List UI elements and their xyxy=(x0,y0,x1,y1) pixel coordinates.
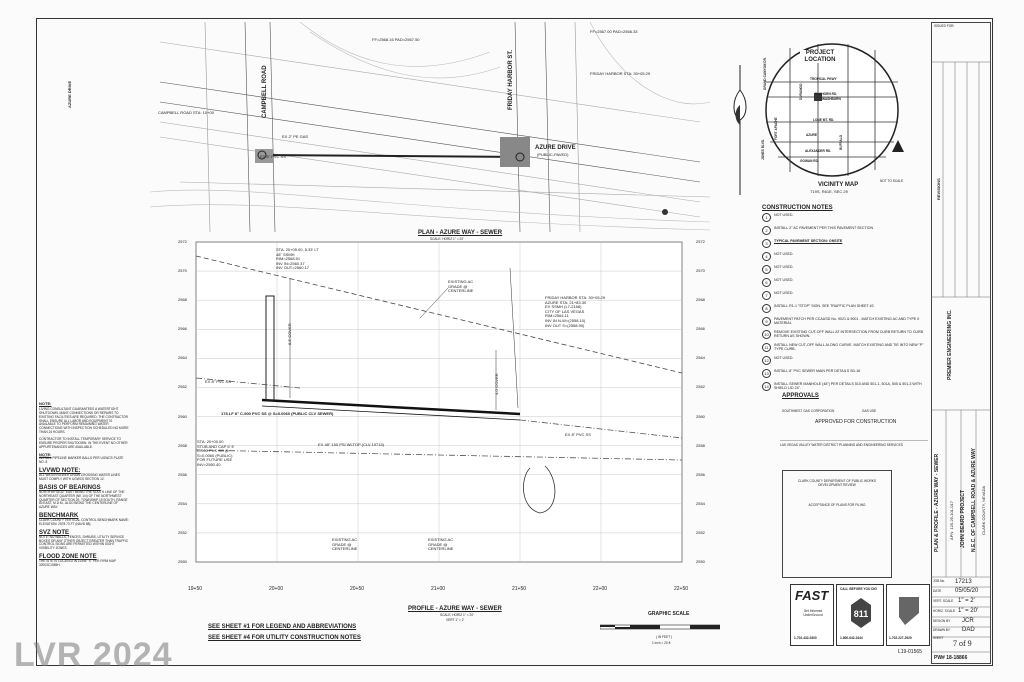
profile-existing-grade-2: EXISTING AC GRADE @ CENTERLINE xyxy=(332,537,358,552)
graphic-scale-ratio: 1 inch = 20 ft. xyxy=(652,641,672,645)
construction-note-text: REMOVE EXISTING CUT-OFF WALL AT INTERSECTION FROM CURB RETURN TO CURB RETURN AS SHOWN. xyxy=(774,330,924,339)
acceptance-text: ACCEPTANCE OF PLANS FOR FILING xyxy=(808,503,866,507)
construction-note-number: 5 xyxy=(762,265,771,274)
tb-revision-label: REVISIONS xyxy=(936,178,941,200)
construction-note-number: 11 xyxy=(762,343,771,352)
elevation-tick-right: 2564 xyxy=(696,355,705,361)
construction-note-text: INSTALL NEW CUT-OFF WALL ALONG CURVE. MATCH EXISTING AND TIE INTO NEW "P" TYPE CURB. xyxy=(774,343,924,352)
fast-logo-text: FAST xyxy=(795,588,829,603)
elevation-tick-left: 2558 xyxy=(178,442,187,448)
benchmark-title: BENCHMARK xyxy=(39,513,79,520)
tb-design: JCR xyxy=(962,618,974,624)
construction-note-number: 14 xyxy=(762,382,771,391)
tb-sheet-label: SHEET xyxy=(933,636,944,640)
approvals-title: APPROVALS xyxy=(782,393,819,399)
elevation-tick-right: 2572 xyxy=(696,239,705,244)
tb-date: 05/05/20 xyxy=(955,588,979,594)
tb-project-no: L19-01565 xyxy=(898,649,922,655)
vicinity-street-label: AZURE xyxy=(806,133,817,137)
vicinity-street-label: DURANGO xyxy=(799,83,803,100)
construction-note-text: PAVEMENT PATCH PER CCAUSD No. 9021 & 9001 - MATCH EXISTING AC AND TYPE II MATERIAL xyxy=(774,317,920,326)
construction-note-text: INSTALL 2" AC PAVEMENT PER THIS PAVEMENT SECTION xyxy=(774,226,874,230)
construction-notes-title: CONSTRUCTION NOTES xyxy=(762,205,833,211)
elevation-tick-right: 2560 xyxy=(696,413,705,419)
flood-text: THE SITE IS LOCATED IN ZONE "X" PER FIRM MAP 32003C1565H xyxy=(39,559,116,567)
construction-note-text: INSTALL 8" PVC SEWER MAIN PER DETAILS SD-16 xyxy=(774,369,861,373)
plan-ff2: FF=2567.00 PAD=2566.33 xyxy=(590,29,638,34)
vicinity-street-label: FORT APACHE xyxy=(774,117,778,140)
nv-state-icon xyxy=(897,595,921,627)
construction-note-item xyxy=(762,317,927,326)
svg-text:811: 811 xyxy=(853,609,869,619)
construction-note-item xyxy=(762,356,927,365)
construction-note-item xyxy=(762,343,927,352)
plan-view xyxy=(150,22,710,232)
profile-scale-h: SCALE: HORIZ 1" = 20' xyxy=(440,613,474,617)
vicinity-street-label: JONES BLVD. xyxy=(761,138,765,160)
construction-note-number: 2 xyxy=(762,226,771,235)
profile-start-callout: STA: 20+00.00 STUB AND CAP 5' E C-900 PVC SS @ S=0.0060 (PUBLIC) FOR FUTURE USE INV=2560.40 xyxy=(197,439,235,467)
lvvwd-title: LVVWD NOTE: xyxy=(39,468,81,475)
tb-project-line4: CLARK COUNTY, NEVADA xyxy=(981,485,986,535)
station-tick: 21+50 xyxy=(512,586,527,592)
station-tick: 19+50 xyxy=(188,586,203,592)
construction-note-item xyxy=(762,226,927,235)
vicinity-street-label: BUFFALO xyxy=(839,134,843,150)
tb-sheet: 7 of 9 xyxy=(953,639,972,648)
elevation-tick-right: 2552 xyxy=(696,529,705,535)
tb-design-label: DESIGN BY xyxy=(933,619,951,623)
bearing-text: NORTH 89°45'32" EAST BEING THE SOUTH LINE OF THE NORTHEAST QUARTER (NE 1/4) OF THE NORTHWEST QUARTER OF SECTION 29, TOWNSHIP 19 SOUTH, RANGE 60 EAST, M.D.M., ALSO BEING THE CENTERLINE OF AZURE WAY. xyxy=(39,489,128,510)
call-811-text: CALL BEFORE YOU DIG xyxy=(840,587,877,591)
plan-title: PLAN - AZURE WAY - SEWER xyxy=(418,230,503,236)
construction-note-number: 1 xyxy=(762,213,771,222)
benchmark-text: CLARK COUNTY VERTICAL CONTROL BENCHMARK NAME: ELEVATION: 2578.73 FT (NAVD 88). xyxy=(39,518,129,526)
note-title: NOTE: xyxy=(39,401,52,406)
elevation-tick-left: 2562 xyxy=(178,384,187,390)
construction-note-number: 13 xyxy=(762,369,771,378)
plan-friday-sta: FRIDAY HARBOR STA: 30+05.29 xyxy=(590,71,651,76)
construction-note-text: NOT USED. xyxy=(774,278,794,282)
tb-project-line2: JOHN BEARD PROJECT xyxy=(960,489,966,548)
tb-drawing-title: PLAN & PROFILE - AZURE WAY - SEWER xyxy=(934,453,940,552)
plan-azure-drive-left: AZURE DRIVE xyxy=(67,80,72,108)
note-3: INSTALL PIPELINE MARKER BALLS PER UGWCS PLATE NO. 8 xyxy=(39,456,124,465)
graphic-scale-unit: ( IN FEET ) xyxy=(656,635,673,639)
approvals-lvvwd: LAS VEGAS VALLEY WATER DISTRICT PLANNING AND ENGINEERING SERVICES xyxy=(780,443,903,447)
construction-note-item xyxy=(762,252,927,261)
plan-street-campbell: CAMPBELL ROAD xyxy=(262,65,268,118)
note-3-title: NOTE: xyxy=(39,452,52,458)
construction-note-number: 7 xyxy=(762,291,771,300)
elevation-tick-left: 2568 xyxy=(178,297,187,303)
construction-note-number: 6 xyxy=(762,278,771,287)
plan-campbell-sta: CAMPBELL ROAD STA: 10+00 xyxy=(158,110,214,115)
bearing-title: BASIS OF BEARINGS xyxy=(39,484,101,491)
approvals-divider xyxy=(780,440,928,441)
tb-horiz: 1" = 20' xyxy=(958,608,979,614)
plan-azure-note: (PUBLIC-PAVED) xyxy=(537,152,569,157)
tb-issued-label: ISSUED FOR: xyxy=(934,24,955,28)
tb-job: 17213 xyxy=(955,579,972,585)
construction-notes-list xyxy=(762,213,927,391)
svz-title: SVZ NOTE xyxy=(39,529,70,536)
profile-waterline: EX 48" 150 PSI WLTOP (CLV 10715) xyxy=(318,442,385,447)
plan-street-friday: FRIDAY HARBOR ST. xyxy=(508,49,514,110)
call-811-phone: 1-800-642-2444 xyxy=(840,636,863,640)
fast-phone: 1-702-432-0300 xyxy=(794,636,817,640)
watermark: LVR 2024 xyxy=(14,636,173,674)
plan-street-azure: AZURE DRIVE xyxy=(535,145,576,151)
clark-county-text: CLARK COUNTY DEPARTMENT OF PUBLIC WORKS DEVELOPMENT REVIEW xyxy=(797,479,877,488)
station-tick: 22+50 xyxy=(674,586,689,592)
elevation-tick-left: 2572 xyxy=(178,239,187,244)
construction-note-text: NOT USED. xyxy=(774,356,794,360)
title-block-lines xyxy=(931,22,991,664)
plan-ff1: FF=2568.16 PAD=2567.50 xyxy=(372,37,420,42)
profile-cover-1: 8.5' COVER xyxy=(287,323,292,345)
vicinity-project-location: PROJECT LOCATION xyxy=(800,50,840,63)
construction-note-item xyxy=(762,291,927,300)
svz-text: NOTE: NO WALLS, FENCES, SHRUBS, UTILITY SERVICE BOXES OR ANY OTHER OBJECT GREATER THAN TRAFFIC CONTROL SIGNS ARE PERMITTED WITHIN SIGHT VISIBILITY ZONES. xyxy=(39,534,129,551)
construction-note-text: NOT USED. xyxy=(774,213,794,217)
vicinity-title: VICINITY MAP xyxy=(818,182,859,188)
construction-note-item xyxy=(762,369,927,378)
call-811-icon xyxy=(849,597,873,629)
elevation-tick-right: 2558 xyxy=(696,442,705,448)
profile-pipe-label: 178 LF 8" C-900 PVC SS @ S=0.0060 (PUBLIC CLV SEWER) xyxy=(221,411,334,416)
plan-scale: SCALE: HORIZ 1" = 20' xyxy=(430,237,464,241)
station-tick: 20+50 xyxy=(350,586,365,592)
station-tick: 20+00 xyxy=(269,586,284,592)
graphic-scale-title: GRAPHIC SCALE xyxy=(648,611,690,617)
profile-scale-v: VERT 1" = 2' xyxy=(446,618,465,622)
elevation-tick-left: 2554 xyxy=(178,500,187,506)
profile-ex-sewer-2: EX 8" PVC SS xyxy=(565,432,591,437)
construction-note-number: 3 xyxy=(762,239,771,248)
elevation-tick-left: 2552 xyxy=(178,529,187,535)
construction-note-number: 4 xyxy=(762,252,771,261)
vicinity-not-to-scale: NOT TO SCALE xyxy=(880,179,904,183)
profile-title: PROFILE - AZURE WAY - SEWER xyxy=(408,606,502,612)
lvvwd-text: ALL WATER/SEWER DRAIN CROSSING WATER LINES MUST COMPLY WITH UGWCS SECTION 12. xyxy=(39,473,120,481)
elevation-tick-left: 2564 xyxy=(178,355,187,361)
construction-note-number: 9 xyxy=(762,317,771,326)
profile-existing-grade: EXISTING AC GRADE @ CENTERLINE xyxy=(448,279,474,294)
approvals-sw-gas: SOUTHWEST GAS CORPORATION xyxy=(782,409,835,413)
left-notes xyxy=(39,402,129,568)
vicinity-street-label: LONE MT. RD. xyxy=(813,118,835,122)
approvals-gas-use: GAS USE xyxy=(862,409,877,413)
tb-firm: PREMIER ENGINEERING INC. xyxy=(947,309,953,380)
nv-logo xyxy=(886,584,930,646)
tb-pw: PW# 18-18866 xyxy=(934,655,968,661)
station-tick: 22+00 xyxy=(593,586,608,592)
construction-note-text: INSTALL R1-1 "STOP" SIGN. SEE TRAFFIC PLAN SHEET #3 xyxy=(774,304,874,308)
elevation-tick-right: 2568 xyxy=(696,297,705,303)
graphic-scale-bar xyxy=(600,622,720,634)
plan-ex-gas: EX 2" PE GAS xyxy=(282,134,309,139)
construction-note-item xyxy=(762,213,927,222)
tb-drawn: DAD xyxy=(962,627,975,633)
profile-cleanout-callout: STA: 20+05.00, 5.33' LT 48" SSMH RIM=2568.91 INV IN=2560.37 INV OUT=2560.17 xyxy=(276,247,319,271)
note-text: LIVING CONSULTANT GUARANTEES A WATERTIGHT SHUTDOWN. MAKE CONNECTIONS OR REPAIRS TO EXISTING FACILITIES ARE REQUIRED. THE CONTRACTOR SHALL ENSURE ALL LABOR AND EQUIPMENT IS AVAILABLE TO PERFORM REMAINING WATER CONNECTIONS WITH INSPECTION SCHEDULED NO MORE THAN 24 HOURS. xyxy=(39,407,129,435)
station-tick: 21+00 xyxy=(431,586,446,592)
construction-note-text: NOT USED. xyxy=(774,252,794,256)
elevation-tick-left: 2566 xyxy=(178,326,187,332)
vicinity-street-label: ALEXANDER RD. xyxy=(805,149,832,153)
elevation-tick-left: 2560 xyxy=(178,413,187,419)
elevation-tick-right: 2566 xyxy=(696,326,705,332)
construction-note-text: NOT USED. xyxy=(774,265,794,269)
construction-note-number: 8 xyxy=(762,304,771,313)
profile-existing-grade-3: EXISTING AC GRADE @ CENTERLINE xyxy=(428,537,454,552)
flood-title: FLOOD ZONE NOTE xyxy=(39,554,97,561)
tb-horiz-label: HORIZ. SCALE xyxy=(933,609,956,613)
construction-note-item xyxy=(762,265,927,274)
profile-cover-2: 4.0' COVER xyxy=(494,373,499,395)
approvals-approved: APPROVED FOR CONSTRUCTION xyxy=(815,419,897,425)
elevation-tick-right: 2562 xyxy=(696,384,705,390)
construction-note-item xyxy=(762,239,927,248)
elevation-tick-left: 2570 xyxy=(178,268,187,274)
construction-note-item xyxy=(762,278,927,287)
vicinity-street-label: ELKHORN RD. xyxy=(815,92,838,96)
north-arrow-icon xyxy=(730,60,750,200)
elevation-tick-right: 2550 xyxy=(696,559,705,564)
vicinity-subtitle: T19S, R61E, SEC 29 xyxy=(810,189,848,194)
call-811-logo xyxy=(836,584,884,646)
construction-note-text: INSTALL SEWER MANHOLE (48") PER DETAILS 510 AND 501-1, 501A, 505 & 501-3 WITH SHIELD LID 24". xyxy=(774,382,922,391)
ref-sheet4: SEE SHEET #4 FOR UTILITY CONSTRUCTION NOTES xyxy=(208,635,361,641)
tb-vert: 1" = 2' xyxy=(958,598,975,604)
clark-county-stamp xyxy=(782,470,892,578)
vicinity-street-label: GRAND CANYON DR. xyxy=(763,57,767,90)
plan-ex-pvc: EX 6" PVC SS xyxy=(260,154,286,159)
elevation-tick-right: 2570 xyxy=(696,268,705,274)
construction-note-number: 10 xyxy=(762,330,771,339)
elevation-tick-left: 2556 xyxy=(178,471,187,477)
vicinity-street-label: TROPICAL PKWY xyxy=(810,77,837,81)
ref-sheet1: SEE SHEET #1 FOR LEGEND AND ABBREVIATIONS xyxy=(208,624,357,630)
nv-phone: 1-702-227-2929 xyxy=(889,636,912,640)
elevation-tick-left: 2550 xyxy=(178,559,187,564)
profile-friday-callout: FRIDAY HARBOR STA: 30+05.29 AZURE STA: 21+83.30 EX SSMH (L7-2168) CITY OF LAS VEGAS RIM=2564.11 INV IN N-W=(2558.10) INV OUT S=(2558.90) xyxy=(545,295,606,328)
fast-logo xyxy=(790,584,834,646)
note-2: CONTRACTOR TO INSTALL TEMPORARY SERVICE TO ENSURE PROPER SHUTDOWN. IN THE EVENT NO OTHER APPURTENANCES ARE AVAILABLE. xyxy=(39,436,128,449)
vicinity-street-label: GOWAN RD. xyxy=(800,159,819,163)
elevation-tick-right: 2556 xyxy=(696,471,705,477)
construction-note-item xyxy=(762,382,927,391)
construction-note-text: NOT USED. xyxy=(774,291,794,295)
construction-note-number: 12 xyxy=(762,356,771,365)
construction-note-item xyxy=(762,304,927,313)
vicinity-street-label: WASHBURN xyxy=(822,97,841,101)
fast-logo-sub: Get Informed UnderGround xyxy=(803,609,823,617)
tb-vert-label: VERT. SCALE xyxy=(933,599,954,603)
elevation-tick-right: 2554 xyxy=(696,500,705,506)
construction-note-item xyxy=(762,330,927,339)
tb-date-label: DATE xyxy=(933,589,942,593)
profile-ex-sewer-1: EX 8" PVC SS xyxy=(205,379,231,384)
tb-project-line3: N.E.C. OF CAMPBELL ROAD & AZURE WAY xyxy=(971,448,977,552)
tb-project-line1: APN: 125-29-101-017 xyxy=(949,501,954,540)
construction-note-text: TYPICAL PAVEMENT SECTION: ONSITE xyxy=(774,239,843,243)
tb-drawn-label: DRAWN BY xyxy=(933,628,951,632)
tb-job-label: JOB No. xyxy=(933,579,946,583)
